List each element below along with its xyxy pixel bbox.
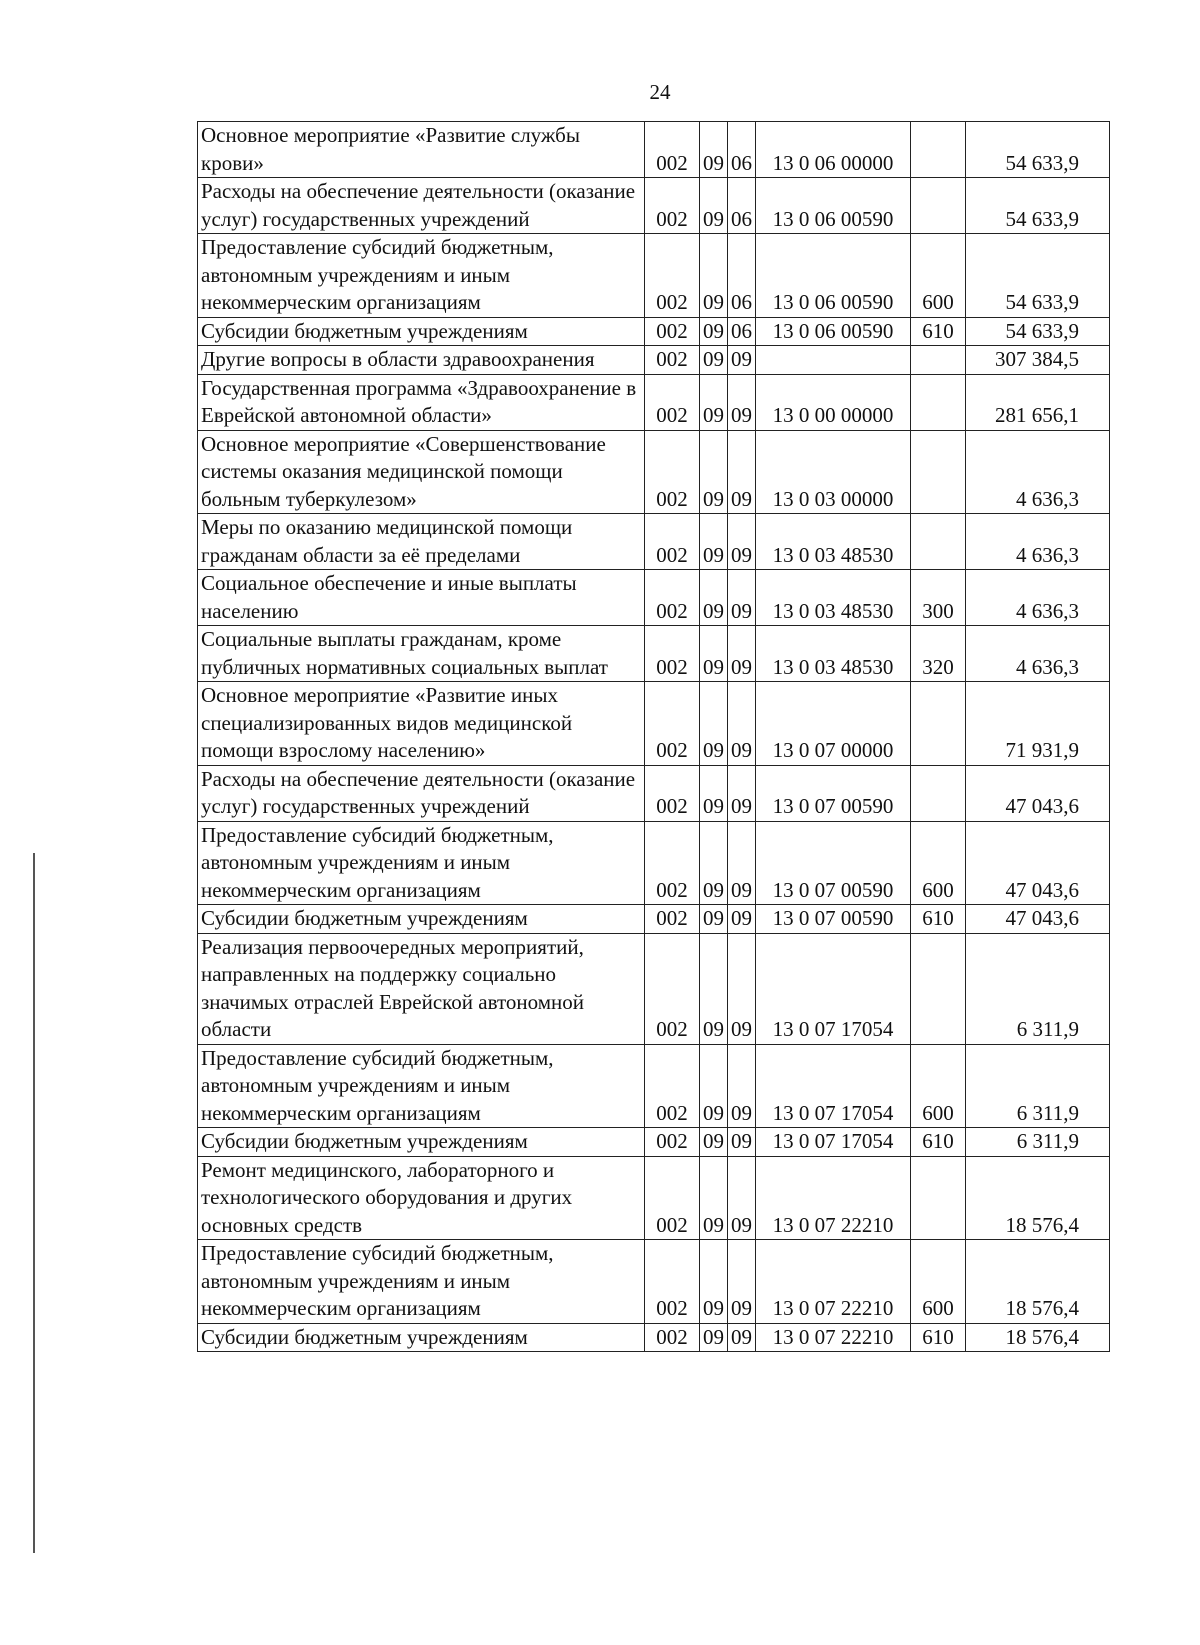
subsection-code-cell: 09 bbox=[728, 1128, 756, 1157]
department-code-cell: 002 bbox=[645, 821, 700, 905]
table-row bbox=[198, 905, 1110, 934]
expenditure-name-cell: Субсидии бюджетным учреждениям bbox=[198, 1128, 645, 1157]
expenditure-name-cell: Основное мероприятие «Совершенствование системы оказания медицинской помощи больным туберкулезом» bbox=[198, 430, 645, 514]
table-row bbox=[198, 821, 1110, 905]
table-row bbox=[198, 317, 1110, 346]
subsection-code-cell: 09 bbox=[728, 905, 756, 934]
expenditure-name-cell: Основное мероприятие «Развитие иных специализированных видов медицинской помощи взрослому населению» bbox=[198, 682, 645, 766]
target-article-code-cell: 13 0 06 00590 bbox=[756, 178, 911, 234]
department-code-cell: 002 bbox=[645, 346, 700, 375]
section-code-cell: 09 bbox=[700, 1128, 728, 1157]
table-row bbox=[198, 626, 1110, 682]
table-row bbox=[198, 933, 1110, 1044]
table-row bbox=[198, 682, 1110, 766]
section-code-cell: 09 bbox=[700, 122, 728, 178]
table-row bbox=[198, 1323, 1110, 1352]
section-code-cell: 09 bbox=[700, 346, 728, 375]
target-article-code-cell: 13 0 07 00590 bbox=[756, 905, 911, 934]
department-code-cell: 002 bbox=[645, 430, 700, 514]
expenditure-name-cell: Реализация первоочередных мероприятий, направленных на поддержку социально значимых отраслей Еврейской автономной области bbox=[198, 933, 645, 1044]
section-code-cell: 09 bbox=[700, 933, 728, 1044]
amount-cell: 54 633,9 bbox=[966, 234, 1110, 318]
expense-type-code-cell bbox=[911, 122, 966, 178]
section-code-cell: 09 bbox=[700, 234, 728, 318]
subsection-code-cell: 09 bbox=[728, 430, 756, 514]
amount-cell: 4 636,3 bbox=[966, 570, 1110, 626]
department-code-cell: 002 bbox=[645, 933, 700, 1044]
subsection-code-cell: 06 bbox=[728, 317, 756, 346]
department-code-cell: 002 bbox=[645, 178, 700, 234]
amount-cell: 307 384,5 bbox=[966, 346, 1110, 375]
table-row bbox=[198, 374, 1110, 430]
section-code-cell: 09 bbox=[700, 821, 728, 905]
binding-margin-line bbox=[33, 853, 35, 1553]
expenditure-name-cell: Другие вопросы в области здравоохранения bbox=[198, 346, 645, 375]
amount-cell: 18 576,4 bbox=[966, 1156, 1110, 1240]
amount-cell: 4 636,3 bbox=[966, 626, 1110, 682]
target-article-code-cell: 13 0 03 00000 bbox=[756, 430, 911, 514]
subsection-code-cell: 09 bbox=[728, 514, 756, 570]
table-row bbox=[198, 178, 1110, 234]
target-article-code-cell: 13 0 07 00590 bbox=[756, 765, 911, 821]
section-code-cell: 09 bbox=[700, 514, 728, 570]
expense-type-code-cell bbox=[911, 430, 966, 514]
expense-type-code-cell: 300 bbox=[911, 570, 966, 626]
expense-type-code-cell: 610 bbox=[911, 905, 966, 934]
table-row bbox=[198, 346, 1110, 375]
subsection-code-cell: 06 bbox=[728, 178, 756, 234]
subsection-code-cell: 09 bbox=[728, 374, 756, 430]
expense-type-code-cell: 320 bbox=[911, 626, 966, 682]
department-code-cell: 002 bbox=[645, 765, 700, 821]
amount-cell: 6 311,9 bbox=[966, 933, 1110, 1044]
expense-type-code-cell: 600 bbox=[911, 821, 966, 905]
expenditure-name-cell: Субсидии бюджетным учреждениям bbox=[198, 1323, 645, 1352]
department-code-cell: 002 bbox=[645, 374, 700, 430]
expenditure-name-cell: Предоставление субсидий бюджетным, автономным учреждениям и иным некоммерческим организациям bbox=[198, 1240, 645, 1324]
section-code-cell: 09 bbox=[700, 1240, 728, 1324]
expense-type-code-cell bbox=[911, 178, 966, 234]
expense-type-code-cell: 610 bbox=[911, 1323, 966, 1352]
amount-cell: 54 633,9 bbox=[966, 178, 1110, 234]
expenditure-name-cell: Предоставление субсидий бюджетным, автономным учреждениям и иным некоммерческим организациям bbox=[198, 821, 645, 905]
expenditure-name-cell: Социальное обеспечение и иные выплаты населению bbox=[198, 570, 645, 626]
table-row bbox=[198, 122, 1110, 178]
page-number: 24 bbox=[649, 80, 671, 104]
table-row bbox=[198, 514, 1110, 570]
section-code-cell: 09 bbox=[700, 905, 728, 934]
subsection-code-cell: 06 bbox=[728, 122, 756, 178]
table-row bbox=[198, 1044, 1110, 1128]
department-code-cell: 002 bbox=[645, 570, 700, 626]
amount-cell: 54 633,9 bbox=[966, 317, 1110, 346]
subsection-code-cell: 09 bbox=[728, 1156, 756, 1240]
department-code-cell: 002 bbox=[645, 1044, 700, 1128]
department-code-cell: 002 bbox=[645, 682, 700, 766]
amount-cell: 47 043,6 bbox=[966, 765, 1110, 821]
budget-table bbox=[197, 121, 1110, 1352]
department-code-cell: 002 bbox=[645, 234, 700, 318]
target-article-code-cell: 13 0 06 00590 bbox=[756, 317, 911, 346]
subsection-code-cell: 09 bbox=[728, 1044, 756, 1128]
amount-cell: 18 576,4 bbox=[966, 1240, 1110, 1324]
department-code-cell: 002 bbox=[645, 1128, 700, 1157]
table-row bbox=[198, 765, 1110, 821]
subsection-code-cell: 09 bbox=[728, 682, 756, 766]
subsection-code-cell: 09 bbox=[728, 346, 756, 375]
department-code-cell: 002 bbox=[645, 626, 700, 682]
subsection-code-cell: 09 bbox=[728, 765, 756, 821]
target-article-code-cell bbox=[756, 346, 911, 375]
target-article-code-cell: 13 0 03 48530 bbox=[756, 570, 911, 626]
amount-cell: 6 311,9 bbox=[966, 1044, 1110, 1128]
target-article-code-cell: 13 0 03 48530 bbox=[756, 626, 911, 682]
amount-cell: 71 931,9 bbox=[966, 682, 1110, 766]
amount-cell: 6 311,9 bbox=[966, 1128, 1110, 1157]
table-row bbox=[198, 430, 1110, 514]
amount-cell: 4 636,3 bbox=[966, 430, 1110, 514]
target-article-code-cell: 13 0 06 00590 bbox=[756, 234, 911, 318]
target-article-code-cell: 13 0 07 22210 bbox=[756, 1323, 911, 1352]
amount-cell: 18 576,4 bbox=[966, 1323, 1110, 1352]
department-code-cell: 002 bbox=[645, 1240, 700, 1324]
subsection-code-cell: 09 bbox=[728, 570, 756, 626]
target-article-code-cell: 13 0 07 17054 bbox=[756, 933, 911, 1044]
table-row bbox=[198, 1156, 1110, 1240]
amount-cell: 281 656,1 bbox=[966, 374, 1110, 430]
amount-cell: 47 043,6 bbox=[966, 905, 1110, 934]
expense-type-code-cell bbox=[911, 682, 966, 766]
table-row bbox=[198, 1128, 1110, 1157]
section-code-cell: 09 bbox=[700, 682, 728, 766]
table-row bbox=[198, 1240, 1110, 1324]
target-article-code-cell: 13 0 06 00000 bbox=[756, 122, 911, 178]
section-code-cell: 09 bbox=[700, 317, 728, 346]
table-row bbox=[198, 570, 1110, 626]
subsection-code-cell: 09 bbox=[728, 1240, 756, 1324]
department-code-cell: 002 bbox=[645, 122, 700, 178]
department-code-cell: 002 bbox=[645, 905, 700, 934]
expense-type-code-cell bbox=[911, 346, 966, 375]
expenditure-name-cell: Предоставление субсидий бюджетным, автономным учреждениям и иным некоммерческим организациям bbox=[198, 1044, 645, 1128]
expenditure-name-cell: Ремонт медицинского, лабораторного и технологического оборудования и других основных средств bbox=[198, 1156, 645, 1240]
expense-type-code-cell: 600 bbox=[911, 1240, 966, 1324]
target-article-code-cell: 13 0 03 48530 bbox=[756, 514, 911, 570]
table-body bbox=[198, 122, 1110, 1352]
target-article-code-cell: 13 0 07 22210 bbox=[756, 1156, 911, 1240]
subsection-code-cell: 06 bbox=[728, 234, 756, 318]
department-code-cell: 002 bbox=[645, 1156, 700, 1240]
expenditure-name-cell: Предоставление субсидий бюджетным, автономным учреждениям и иным некоммерческим организациям bbox=[198, 234, 645, 318]
expense-type-code-cell bbox=[911, 933, 966, 1044]
amount-cell: 54 633,9 bbox=[966, 122, 1110, 178]
subsection-code-cell: 09 bbox=[728, 1323, 756, 1352]
table-row bbox=[198, 234, 1110, 318]
expenditure-name-cell: Социальные выплаты гражданам, кроме публичных нормативных социальных выплат bbox=[198, 626, 645, 682]
target-article-code-cell: 13 0 07 00000 bbox=[756, 682, 911, 766]
department-code-cell: 002 bbox=[645, 1323, 700, 1352]
expense-type-code-cell: 600 bbox=[911, 234, 966, 318]
section-code-cell: 09 bbox=[700, 1323, 728, 1352]
expense-type-code-cell bbox=[911, 765, 966, 821]
expense-type-code-cell: 610 bbox=[911, 1128, 966, 1157]
section-code-cell: 09 bbox=[700, 626, 728, 682]
section-code-cell: 09 bbox=[700, 178, 728, 234]
section-code-cell: 09 bbox=[700, 1156, 728, 1240]
subsection-code-cell: 09 bbox=[728, 626, 756, 682]
subsection-code-cell: 09 bbox=[728, 933, 756, 1044]
expense-type-code-cell bbox=[911, 1156, 966, 1240]
target-article-code-cell: 13 0 07 00590 bbox=[756, 821, 911, 905]
expenditure-name-cell: Субсидии бюджетным учреждениям bbox=[198, 317, 645, 346]
expenditure-name-cell: Субсидии бюджетным учреждениям bbox=[198, 905, 645, 934]
department-code-cell: 002 bbox=[645, 317, 700, 346]
section-code-cell: 09 bbox=[700, 374, 728, 430]
expenditure-name-cell: Меры по оказанию медицинской помощи гражданам области за её пределами bbox=[198, 514, 645, 570]
expense-type-code-cell bbox=[911, 514, 966, 570]
department-code-cell: 002 bbox=[645, 514, 700, 570]
target-article-code-cell: 13 0 07 17054 bbox=[756, 1128, 911, 1157]
section-code-cell: 09 bbox=[700, 1044, 728, 1128]
expenditure-name-cell: Основное мероприятие «Развитие службы крови» bbox=[198, 122, 645, 178]
target-article-code-cell: 13 0 07 17054 bbox=[756, 1044, 911, 1128]
expense-type-code-cell bbox=[911, 374, 966, 430]
amount-cell: 47 043,6 bbox=[966, 821, 1110, 905]
section-code-cell: 09 bbox=[700, 765, 728, 821]
subsection-code-cell: 09 bbox=[728, 821, 756, 905]
expense-type-code-cell: 600 bbox=[911, 1044, 966, 1128]
expenditure-name-cell: Расходы на обеспечение деятельности (оказание услуг) государственных учреждений bbox=[198, 765, 645, 821]
expenditure-name-cell: Государственная программа «Здравоохранение в Еврейской автономной области» bbox=[198, 374, 645, 430]
target-article-code-cell: 13 0 07 22210 bbox=[756, 1240, 911, 1324]
expenditure-name-cell: Расходы на обеспечение деятельности (оказание услуг) государственных учреждений bbox=[198, 178, 645, 234]
section-code-cell: 09 bbox=[700, 570, 728, 626]
target-article-code-cell: 13 0 00 00000 bbox=[756, 374, 911, 430]
expense-type-code-cell: 610 bbox=[911, 317, 966, 346]
section-code-cell: 09 bbox=[700, 430, 728, 514]
amount-cell: 4 636,3 bbox=[966, 514, 1110, 570]
